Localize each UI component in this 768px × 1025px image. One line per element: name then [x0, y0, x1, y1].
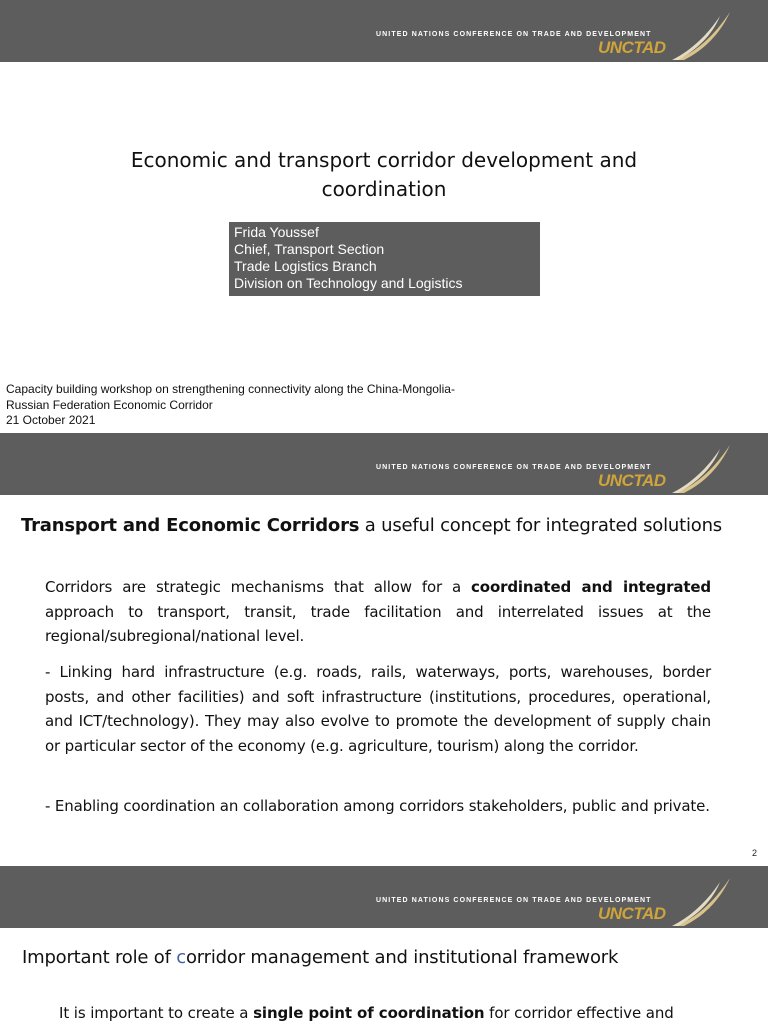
paragraph-text: for corridor effective and — [484, 1004, 674, 1022]
paragraph-coordination: - Enabling coordination an collaboration among corridors stakeholders, public and private. — [45, 797, 710, 815]
slide2-title-rest: a useful concept for integrated solutions — [359, 515, 722, 536]
paragraph-corridors — [45, 575, 711, 649]
header-banner — [0, 0, 768, 62]
presenter-role: Chief, Transport Section — [234, 241, 385, 257]
paragraph-bold-text: coordinated and integrated — [471, 578, 711, 596]
unctad-logo: UNCTAD — [598, 904, 666, 923]
organization-name: UNITED NATIONS CONFERENCE ON TRADE AND DEVELOPMENT — [376, 31, 652, 38]
header-banner — [0, 866, 768, 928]
paragraph-single-point — [59, 1001, 711, 1025]
unctad-swoosh-icon — [670, 6, 734, 62]
slide1-title-line2: coordination — [321, 177, 447, 201]
organization-name: UNITED NATIONS CONFERENCE ON TRADE AND DEVELOPMENT — [376, 464, 652, 471]
paragraph-infrastructure: - Linking hard infrastructure (e.g. roads, rails, waterways, ports, warehouses, border posts, and other facilities) and soft infrastructure (institutions, procedures, operational, and ICT/technology). They may also evolve to promote the development of supply chain or particular sector of the economy (e.g. agriculture, tourism) along the corridor. — [45, 663, 711, 755]
presenter-name: Frida Youssef — [234, 224, 319, 240]
paragraph-text: approach to transport, transit, trade facilitation and interrelated issues at the regional/subregional/national level. — [45, 602, 711, 645]
slide2-title — [21, 515, 722, 536]
paragraph-bold-text: single point of coordination — [253, 1004, 485, 1022]
slide3-title — [22, 947, 618, 968]
header-banner — [0, 433, 768, 495]
paragraph-text: It is important to create a — [59, 1004, 254, 1022]
presenter-box — [229, 222, 540, 296]
slide3-title-text: Important role of — [22, 947, 177, 968]
unctad-logo: UNCTAD — [598, 471, 666, 490]
paragraph-text: Corridors are strategic mechanisms that allow for a — [45, 578, 472, 596]
event-line1: Capacity building workshop on strengthening connectivity along the China-Mongolia- — [6, 382, 455, 396]
unctad-logo: UNCTAD — [598, 38, 666, 57]
slide2-title-bold: Transport and Economic Corridors — [21, 515, 360, 536]
slide1-title — [0, 146, 768, 204]
unctad-swoosh-icon — [670, 872, 734, 928]
event-info — [6, 382, 455, 429]
page-number: 2 — [752, 848, 758, 858]
event-date: 21 October 2021 — [6, 413, 96, 427]
presenter-division: Division on Technology and Logistics — [234, 275, 463, 291]
slide1-title-line1: Economic and transport corridor development and — [130, 148, 638, 172]
event-line2: Russian Federation Economic Corridor — [6, 397, 213, 412]
organization-name: UNITED NATIONS CONFERENCE ON TRADE AND DEVELOPMENT — [376, 897, 652, 904]
slide3-title-text: orridor management and institutional framework — [185, 947, 619, 968]
presenter-branch: Trade Logistics Branch — [234, 258, 377, 274]
unctad-swoosh-icon — [670, 439, 734, 495]
slide3-title-accent: c — [176, 947, 186, 968]
